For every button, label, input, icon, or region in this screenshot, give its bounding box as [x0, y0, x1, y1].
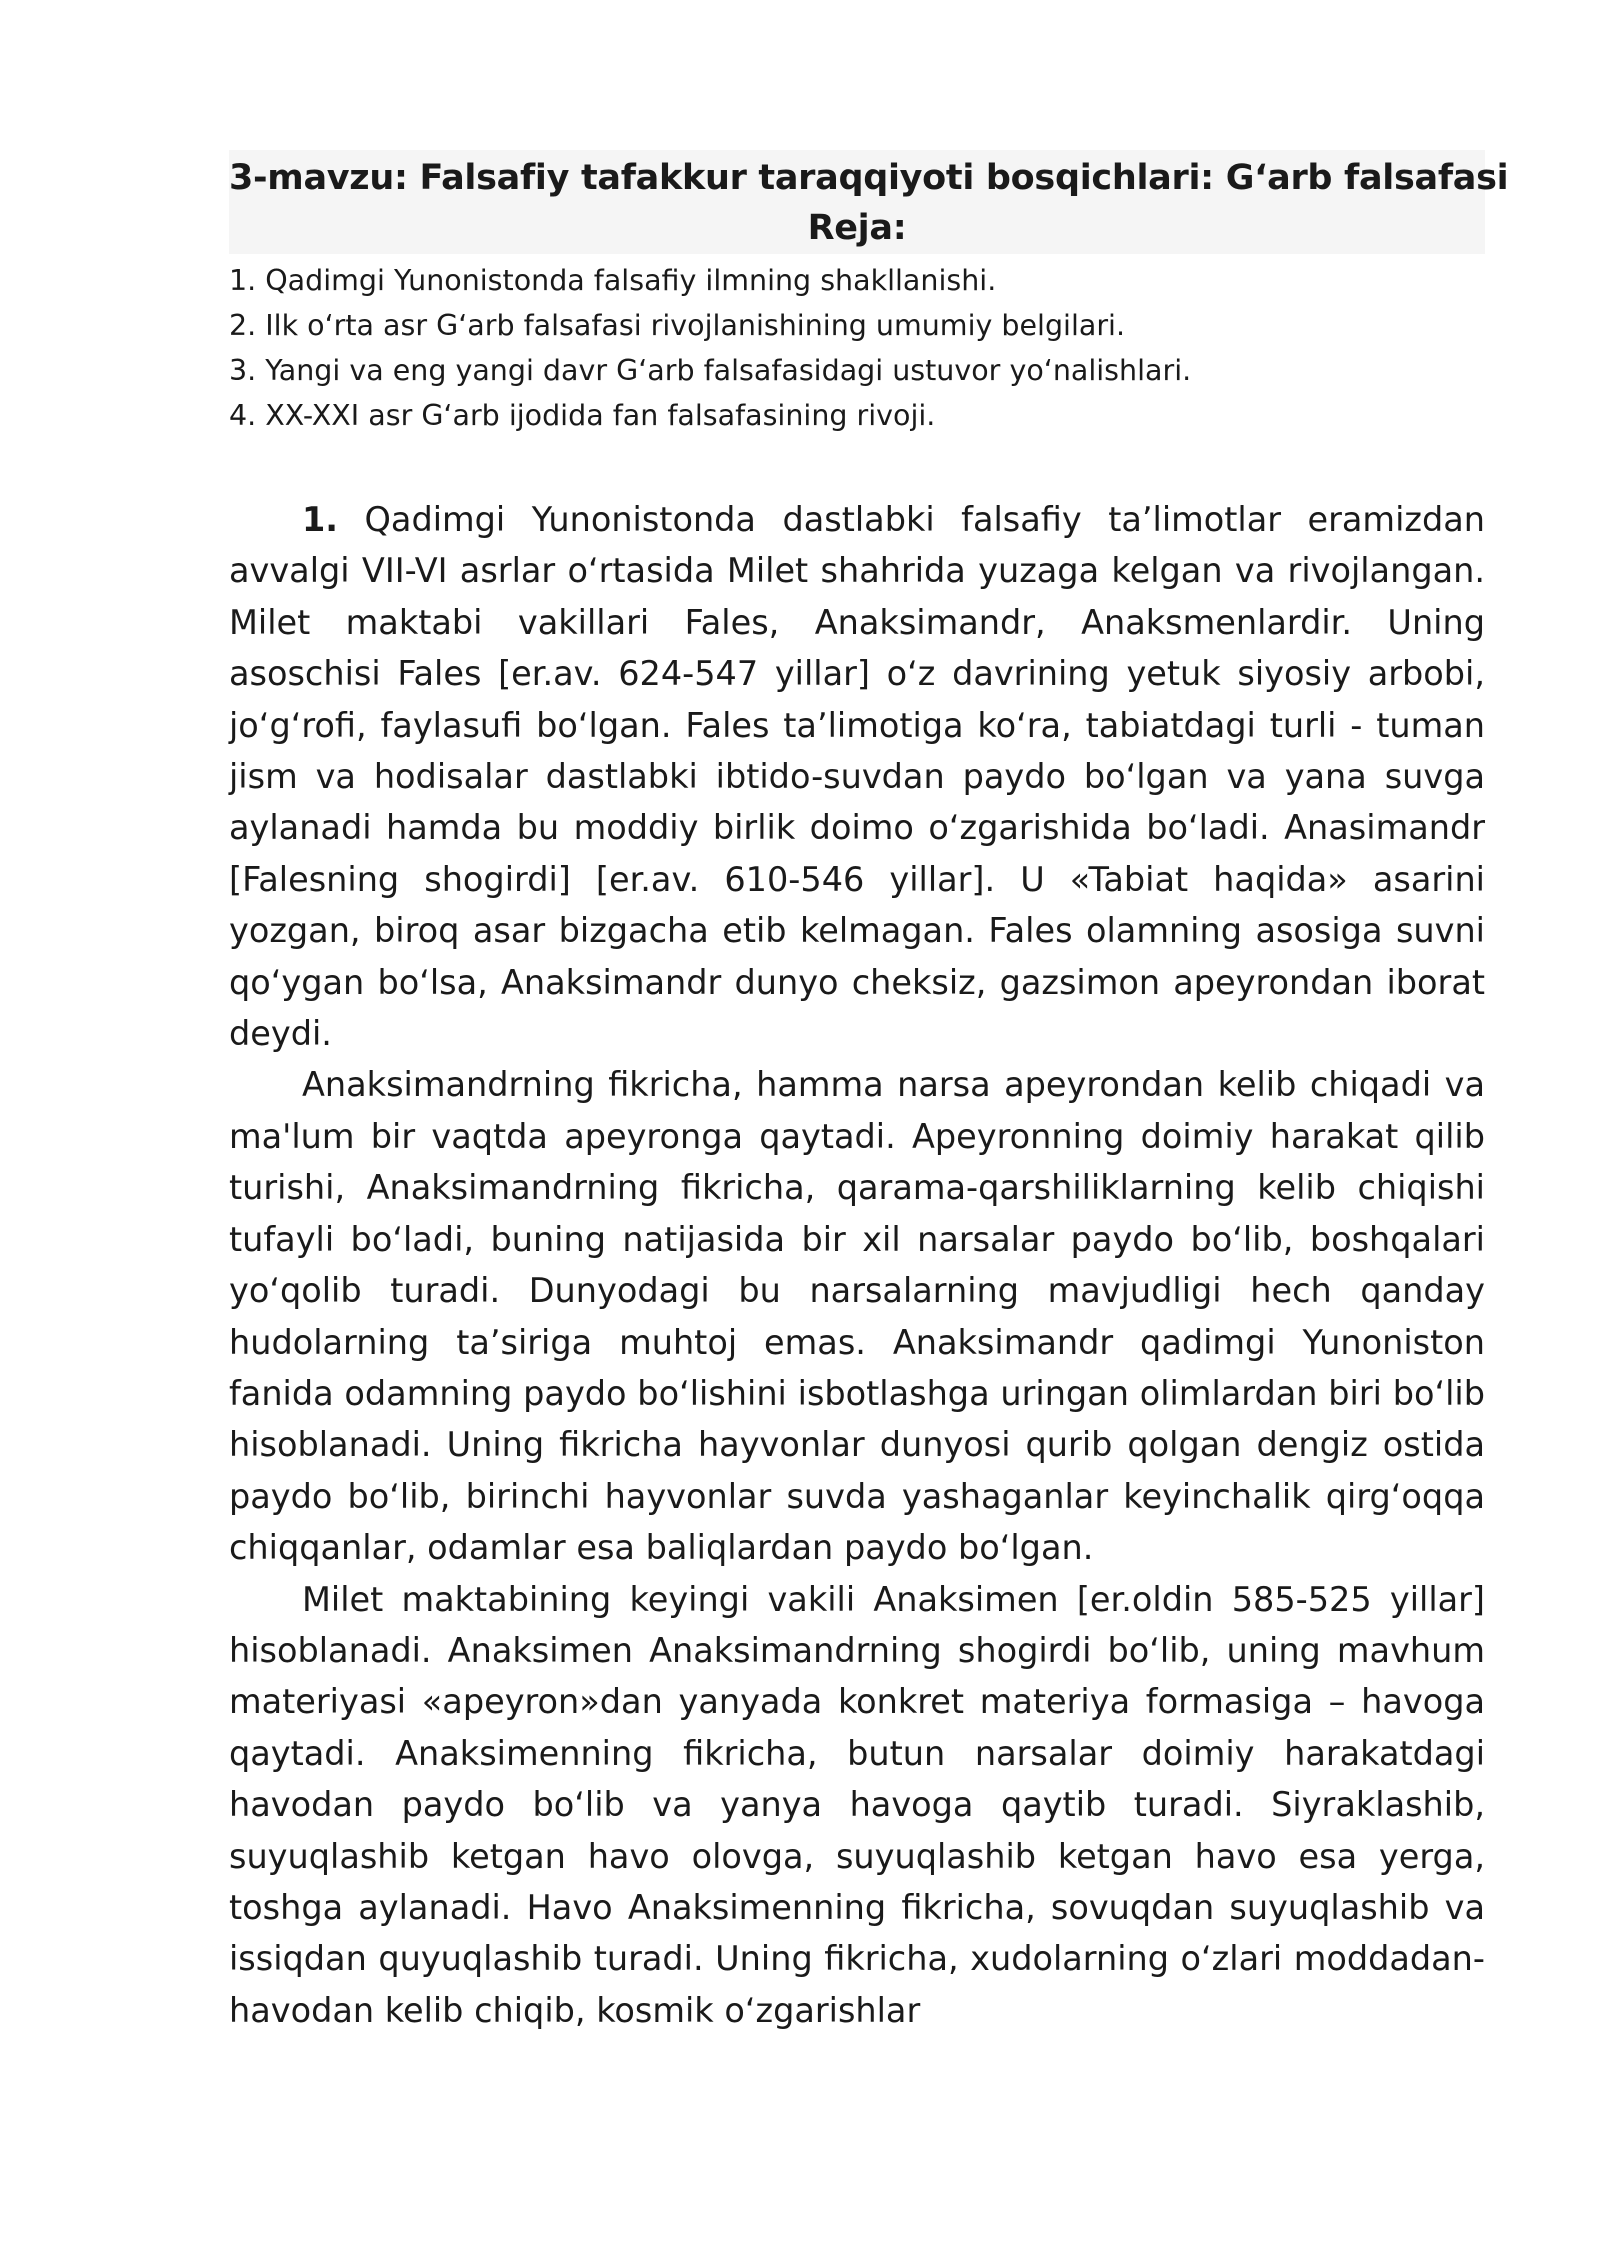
paragraph-text: Anaksimandrning fikricha, hamma narsa apeyrondan kelib chiqadi va ma'lum bir vaqtda apeyronga qaytadi. Apeyronning doimiy harakat qilib turishi, Anaksimandrning fikricha, qarama-qarshiliklarning kelib chiqishi tufayli bo‘ladi, buning natijasida bir xil narsalar paydo bo‘lib, boshqalari yo‘qolib turadi. Dunyodagi bu narsalarning mavjudligi hech qanday hudolarning ta’siriga muhtoj emas. Anaksimandr qadimgi Yunoniston fanida odamning paydo bo‘lishini isbotlashga uringan olimlardan biri bo‘lib hisoblanadi. Uning fikricha hayvonlar dunyosi qurib qolgan dengiz ostida paydo bo‘lib, birinchi hayvonlar suvda yashaganlar keyinchalik qirg‘oqqa chiqqanlar, odamlar esa baliqlardan paydo bo‘lgan.: [229, 1065, 1485, 1568]
section-number: 1.: [302, 500, 339, 539]
plan-item: 1. Qadimgi Yunonistonda falsafiy ilmning shakllanishi.: [229, 264, 997, 297]
plan-list: [229, 258, 1485, 438]
paragraph: [229, 1574, 1485, 2037]
title-block: [229, 150, 1509, 254]
plan-item: 4. XX-XXI asr G‘arb ijodida fan falsafasining rivoji.: [229, 399, 936, 432]
paragraph-text: Qadimgi Yunonistonda dastlabki falsafiy ta’limotlar eramizdan avvalgi VII-VI asrlar o‘rtasida Milet shahrida yuzaga kelgan va rivojlangan. Milet maktabi vakillari Fales, Anaksimandr, Anaksmenlardir. Uning asoschisi Fales [er.av. 624-547 yillar] o‘z davrining yetuk siyosiy arbobi, jo‘g‘rofi, faylasufi bo‘lgan. Fales ta’limotiga ko‘ra, tabiatdagi turli - tuman jism va hodisalar dastlabki ibtido-suvdan paydo bo‘lgan va yana suvga aylanadi hamda bu moddiy birlik doimo o‘zgarishida bo‘ladi. Anasimandr [Falesning shogirdi] [er.av. 610-546 yillar]. U «Tabiat haqida» asarini yozgan, biroq asar bizgacha etib kelmagan. Fales olamning asosiga suvni qo‘ygan bo‘lsa, Anaksimandr dunyo cheksiz, gazsimon apeyrondan iborat deydi.: [229, 500, 1485, 1054]
document-page: [229, 150, 1509, 2036]
body-text: [229, 494, 1485, 2036]
paragraph-text: Milet maktabining keyingi vakili Anaksimen [er.oldin 585-525 yillar] hisoblanadi. Anaksimen Anaksimandrning shogirdi bo‘lib, uning mavhum materiyasi «apeyron»dan yanyada konkret materiya formasiga – havoga qaytadi. Anaksimenning fikricha, butun narsalar doimiy harakatdagi havodan paydo bo‘lib va yanya havoga qaytib turadi. Siyraklashib, suyuqlashib ketgan havo olovga, suyuqlashib ketgan havo esa yerga, toshga aylanadi. Havo Anaksimenning fikricha, sovuqdan suyuqlashib va issiqdan quyuqlashib turadi. Uning fikricha, xudolarning o‘zlari moddadan-havodan kelib chiqib, kosmik o‘zgarishlar: [229, 1579, 1485, 2030]
plan-item: 2. Ilk o‘rta asr G‘arb falsafasi rivojlanishining umumiy belgilari.: [229, 309, 1126, 342]
plan-item: 3. Yangi va eng yangi davr G‘arb falsafasidagi ustuvor yo‘nalishlari.: [229, 354, 1192, 387]
paragraph: [229, 1059, 1485, 1573]
plan-heading: Reja:: [807, 208, 907, 248]
document-title: 3-mavzu: Falsafiy tafakkur taraqqiyoti bosqichlari: G‘arb falsafasi: [229, 158, 1509, 198]
paragraph: [229, 494, 1485, 1059]
